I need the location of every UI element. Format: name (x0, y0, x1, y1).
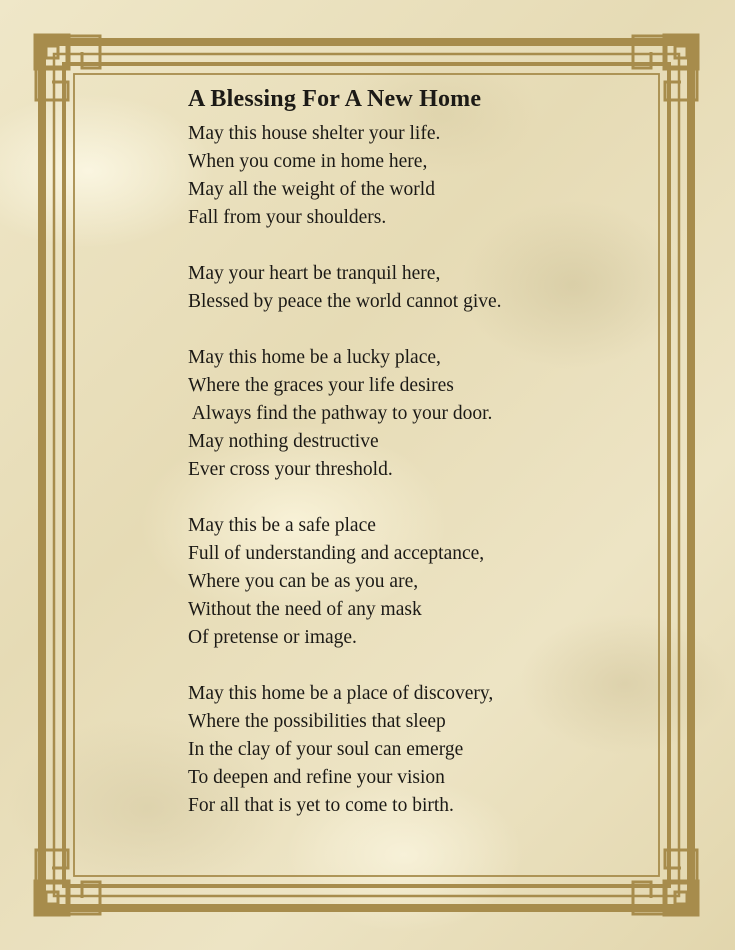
poem-line: May this home be a place of discovery, (188, 683, 494, 704)
poem-line: Ever cross your threshold. (188, 459, 393, 480)
stanza-3 (188, 344, 608, 484)
poem-line: May nothing destructive (188, 431, 379, 452)
poem-line: For all that is yet to come to birth. (188, 795, 454, 816)
poem-line: To deepen and refine your vision (188, 767, 445, 788)
poem-line: In the clay of your soul can emerge (188, 739, 464, 760)
stanza-5 (188, 680, 608, 820)
poem-line: Fall from your shoulders. (188, 207, 387, 228)
stanza-1 (188, 120, 608, 232)
poem-line: May this home be a lucky place, (188, 347, 441, 368)
poem-line: May this house shelter your life. (188, 123, 441, 144)
poem-line: Full of understanding and acceptance, (188, 543, 485, 564)
poem-line: Without the need of any mask (188, 599, 422, 620)
poem-block (188, 78, 608, 848)
poem-line: Where the possibilities that sleep (188, 711, 446, 732)
stanza-2 (188, 260, 608, 316)
poem-line: May this be a safe place (188, 515, 376, 536)
poem-line: May all the weight of the world (188, 179, 435, 200)
poem-line: Of pretense or image. (188, 627, 357, 648)
poem-line: Blessed by peace the world cannot give. (188, 291, 502, 312)
poem-line: When you come in home here, (188, 151, 428, 172)
poem-line: May your heart be tranquil here, (188, 263, 441, 284)
stanza-4 (188, 512, 608, 652)
poem-line: Where the graces your life desires (188, 375, 454, 396)
poem-line: Where you can be as you are, (188, 571, 419, 592)
poem-title: A Blessing For A New Home (188, 86, 482, 112)
poem-line: Always find the pathway to your door. (188, 403, 493, 424)
